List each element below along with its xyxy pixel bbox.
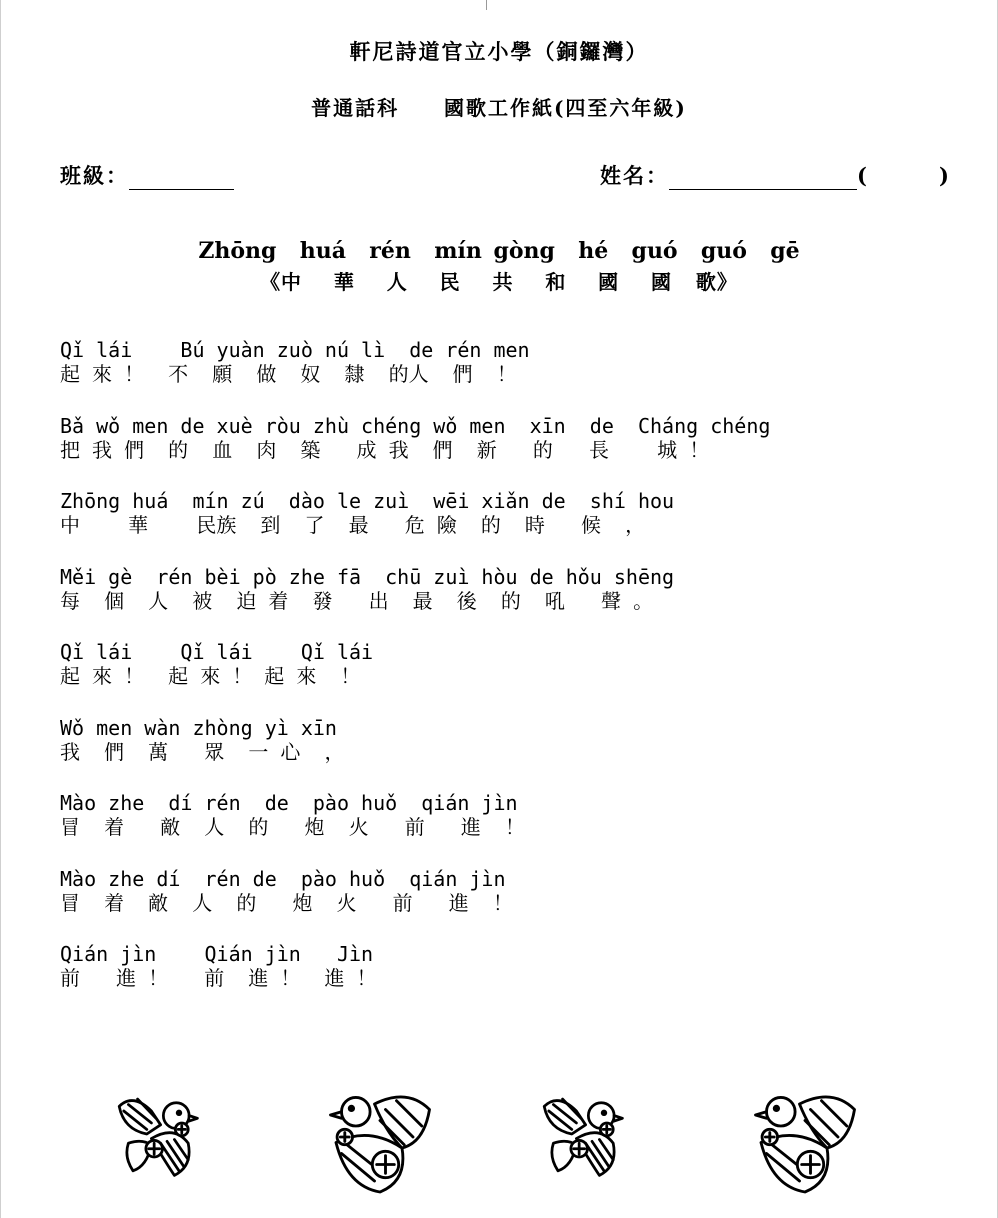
- dove-icon: [750, 1080, 860, 1205]
- verse-line: [60, 942, 377, 990]
- anthem-title-pinyin: Zhōng huá rén mín gòng hé guó guó gē: [198, 238, 800, 264]
- verse-hanzi: 把 我 們 的 血 肉 築 成 我 們 新 的 長 城 ！: [60, 438, 710, 462]
- dove-icon: [535, 1087, 627, 1181]
- verse-line: [60, 716, 345, 764]
- verse-pinyin: Qǐ lái Bú yuàn zuò nú lì de rén men: [60, 338, 530, 362]
- verse-hanzi: 中 華 民族 到 了 最 危 險 的 時 候 ，: [60, 513, 646, 537]
- verse-pinyin: Qǐ lái Qǐ lái Qǐ lái: [60, 640, 374, 664]
- dove-decorations: [0, 1075, 998, 1205]
- number-paren-open: (: [857, 163, 869, 188]
- verse-pinyin: Měi gè rén bèi pò zhe fā chū zuì hòu de hǒu shēng: [60, 565, 675, 589]
- number-blank[interactable]: [869, 164, 939, 188]
- verse-line: [60, 565, 674, 613]
- verse-line: [60, 791, 525, 839]
- verse-pinyin: Mào zhe dí rén de pào huǒ qián jìn: [60, 867, 506, 891]
- verse-line: [60, 867, 513, 915]
- verse-hanzi: 冒 着 敵 人 的 炮 火 前 進 ！: [60, 891, 513, 915]
- class-label: 班級：: [60, 163, 129, 188]
- anthem-title-hanzi: 《中 華 人 民 共 和 國 國 歌》: [260, 270, 738, 294]
- verse-pinyin: Wǒ men wàn zhòng yì xīn: [60, 716, 337, 740]
- worksheet-subtitle: 普通話科 國歌工作紙(四至六年級): [311, 96, 687, 120]
- school-title: 軒尼詩道官立小學（銅鑼灣）: [349, 39, 649, 64]
- verse-pinyin: Zhōng huá mín zú dào le zuì wēi xiǎn de shí hou: [60, 489, 675, 513]
- name-label: 姓名：: [600, 163, 669, 188]
- verse-hanzi: 起 來 ！ 不 願 做 奴 隸 的人 們 ！: [60, 362, 517, 386]
- verse-line: [60, 338, 530, 386]
- verse-line: [60, 414, 770, 462]
- verse-hanzi: 我 們 萬 眾 一 心 ，: [60, 740, 345, 764]
- page-left-edge: [0, 0, 1, 1218]
- verse-hanzi: 起 來 ！ 起 來 ！ 起 來 ！: [60, 664, 361, 688]
- verse-pinyin: Qián jìn Qián jìn Jìn: [60, 942, 374, 966]
- verse-pinyin: Bǎ wǒ men de xuè ròu zhù chéng wǒ men xīn de Cháng chéng: [60, 414, 771, 438]
- verse-line: [60, 640, 373, 688]
- verse-hanzi: 冒 着 敵 人 的 炮 火 前 進 ！: [60, 815, 525, 839]
- name-field: [600, 160, 951, 190]
- number-paren-close: ): [938, 163, 951, 188]
- class-field: [60, 160, 234, 190]
- verse-hanzi: 每 個 人 被 迫 着 發 出 最 後 的 吼 聲 。: [60, 589, 654, 613]
- class-blank[interactable]: [129, 167, 234, 190]
- verse-hanzi: 前 進 ！ 前 進 ！ 進 ！: [60, 966, 377, 990]
- dove-icon: [325, 1080, 435, 1205]
- verse-line: [60, 489, 674, 537]
- name-blank[interactable]: [669, 167, 857, 190]
- dove-icon: [110, 1087, 202, 1181]
- ruler-tick: [486, 0, 487, 10]
- verse-pinyin: Mào zhe dí rén de pào huǒ qián jìn: [60, 791, 518, 815]
